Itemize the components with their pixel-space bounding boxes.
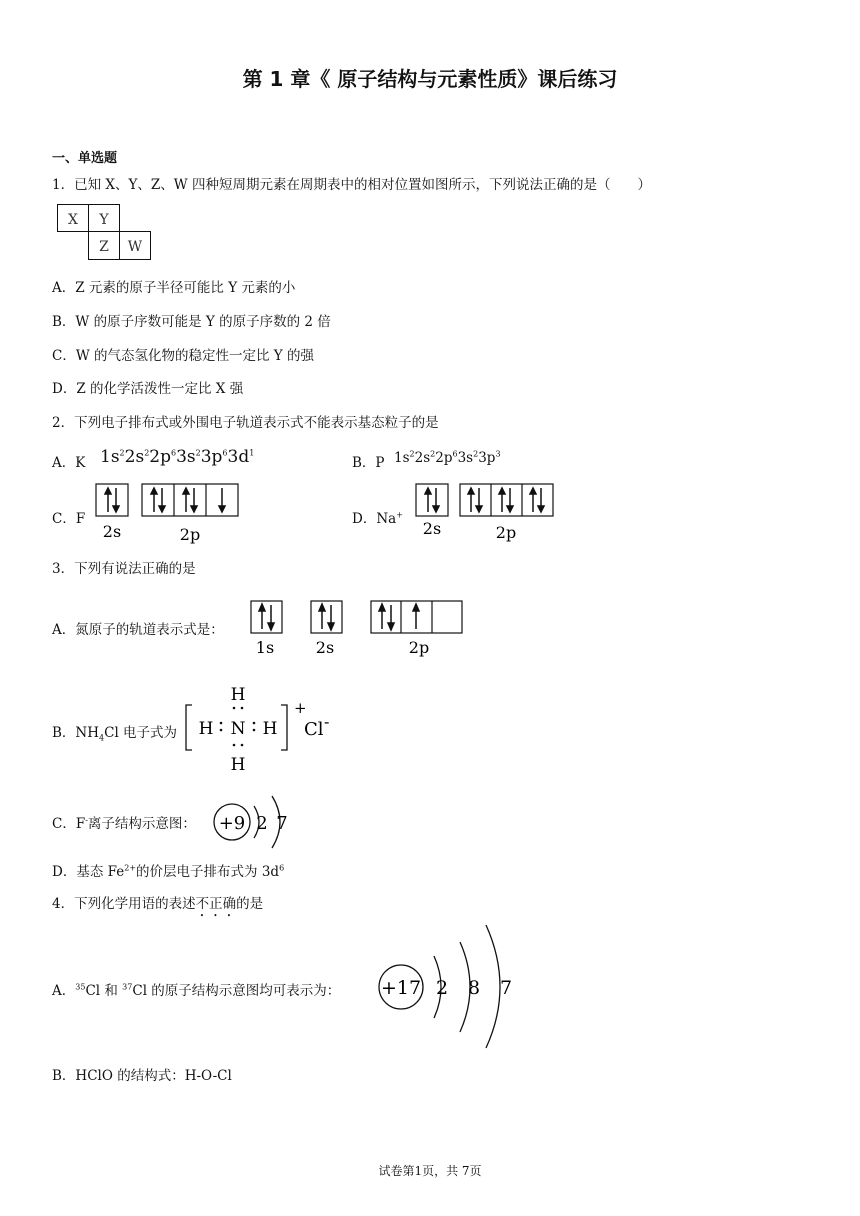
q1-option-a: A．Z 元素的原子半径可能比 Y 元素的小 <box>52 280 296 296</box>
cl-symbol: Cl <box>304 719 324 740</box>
q3-a-label-2s: 2s <box>315 638 335 657</box>
q2-c-label-2p: 2p <box>179 525 201 544</box>
q2-d-label-2p: 2p <box>495 523 517 542</box>
section-heading: 一、单选题 <box>52 151 118 166</box>
f-shell-2: 7 <box>276 813 288 834</box>
q2-option-a-label: A．K <box>52 455 86 471</box>
q1-option-d: D．Z 的化学活泼性一定比 X 强 <box>52 381 244 397</box>
f-shell-1: 2 <box>256 813 268 834</box>
q1-option-c: C．W 的气态氢化物的稳定性一定比 Y 的强 <box>52 348 314 364</box>
q2-option-c-orbital-diagram <box>94 482 244 544</box>
cell-y: Y <box>99 212 109 228</box>
q2-stem: 2．下列电子排布式或外围电子轨道表示式不能表示基态粒子的是 <box>52 415 439 431</box>
q1-stem: 1．已知 X、Y、Z、W 四种短周期元素在周期表中的相对位置如图所示，下列说法正确的是（ ） <box>52 177 651 193</box>
page-footer: 试卷第1页，共 7页 <box>378 1164 482 1178</box>
cell-z: Z <box>99 239 109 255</box>
cl-shell-2: 8 <box>467 977 481 999</box>
q3-option-c-text: C．F-离子结构示意图： <box>52 815 196 832</box>
q1-periodic-table <box>57 204 152 262</box>
q4-option-a-text: A．$^{35}$Cl 和 $^{37}$Cl 的原子结构示意图均可表示为： <box>52 982 341 999</box>
q3-option-a: A．氮原子的轨道表示式是： <box>52 622 224 638</box>
q4-stem: 4．下列化学用语的表述不正确的是 <box>52 896 264 912</box>
q3-option-c-ion-diagram <box>210 792 300 852</box>
q3-a-label-2p: 2p <box>408 638 430 657</box>
cl-shell-1: 2 <box>435 977 449 999</box>
cl-nucleus: +17 <box>380 977 422 999</box>
nh4-plus-charge: + <box>294 699 307 717</box>
q2-option-c-label: C．F <box>52 511 86 527</box>
nh4-h-top: H <box>230 685 246 705</box>
q2-option-d-label: D．Na+ <box>352 510 403 527</box>
cell-w: W <box>127 239 143 255</box>
q4-option-a-atom-diagram <box>374 922 524 1050</box>
nh4-n: N <box>230 719 246 739</box>
q1-option-b: B．W 的原子序数可能是 Y 的原子序数的 2 倍 <box>52 314 331 330</box>
q2-c-label-2s: 2s <box>102 522 122 541</box>
q3-stem: 3．下列有说法正确的是 <box>52 561 196 577</box>
cl-shell-3: 7 <box>499 977 513 999</box>
page-title: 第 1 章《 原子结构与元素性质》课后练习 <box>242 67 618 91</box>
f-nucleus: +9 <box>218 813 246 834</box>
q3-option-a-orbital-diagram <box>247 598 467 660</box>
q2-option-b-config: $1s^22s^22p^63s^23p^3$ <box>394 449 501 466</box>
q3-option-d: D．基态 $Fe^{2+}$的价层电子排布式为 $3d^6$ <box>52 863 285 880</box>
q2-option-d-orbital-diagram <box>414 482 564 544</box>
q2-option-a-config: $1s^22s^22p^63s^23p^63d^1$ <box>100 447 255 467</box>
nh4-h-left: H <box>198 719 214 739</box>
q2-option-b-label: B．P <box>352 455 385 471</box>
q3-a-label-1s: 1s <box>255 638 275 657</box>
cell-x: X <box>68 212 78 228</box>
q3-option-b-text: B．$NH_4Cl$ 电子式为 <box>52 725 178 743</box>
nh4-h-right: H <box>262 719 278 739</box>
q4-option-b: B．HClO 的结构式：H-O-Cl <box>52 1068 232 1084</box>
q3-option-b-electron-formula <box>182 683 342 775</box>
q2-d-label-2s: 2s <box>422 519 442 538</box>
nh4-h-bottom: H <box>230 755 246 775</box>
cl-minus-charge: - <box>324 712 330 731</box>
